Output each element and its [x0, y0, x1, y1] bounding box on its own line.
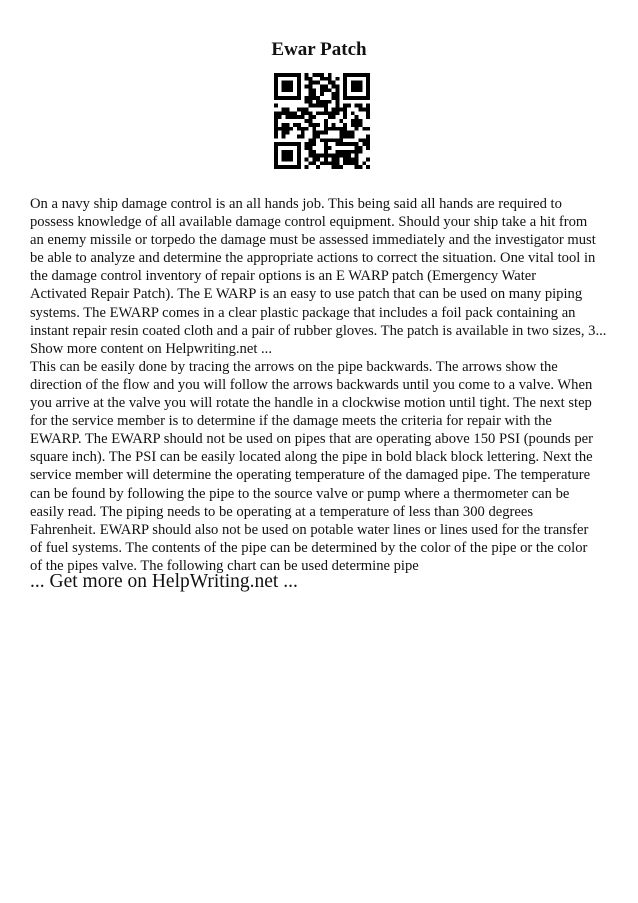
- text-line: service member will determine the operating temperature of the damaged pipe. The temperature: [30, 467, 591, 484]
- text-line: you arrive at the valve you will rotate the handle in a clockwise motion until tight. The next step: [30, 395, 592, 412]
- text-line: of fuel systems. The contents of the pipe can be determined by the color of the pipe or the color: [30, 539, 588, 556]
- text-line: an enemy missile or torpedo the damage must be assessed immediately and the investigator must: [30, 232, 596, 249]
- text-line: direction of the flow and you will follow the arrows backwards until you come to a valve. When: [30, 376, 593, 393]
- text-line: This can be easily done by tracing the arrows on the pipe backwards. The arrows show the: [30, 358, 558, 375]
- text-line: instant repair resin coated cloth and a pair of rubber gloves. The patch is available in two sizes, 3...: [30, 322, 607, 339]
- text-line: can be found by following the pipe to the source valve or pump where a thermometer can be: [30, 485, 570, 502]
- text-line: On a navy ship damage control is an all hands job. This being said all hands are required to: [30, 196, 562, 212]
- text-line: for the service member is to determine if the damage meets the criteria for repair with the: [30, 413, 552, 430]
- text-line: square inch). The PSI can be easily located along the pipe in bold black block lettering. Next the: [30, 449, 593, 466]
- text-line: systems. The EWARP comes in a clear plastic package that includes a foil pack containing an: [30, 304, 576, 321]
- text-line: easily read. The piping needs to be operating at a temperature of less than 300 degrees: [30, 503, 534, 520]
- text-line: be able to analyze and determine the appropriate actions to correct the situation. One vital tool in: [30, 250, 596, 267]
- show-more-link[interactable]: Show more content on Helpwriting.net ...: [30, 340, 272, 357]
- get-more-link[interactable]: ... Get more on HelpWriting.net ...: [30, 571, 298, 592]
- text-line: possess knowledge of all available damage control equipment. Should your ship take a hit from: [30, 214, 588, 231]
- qr-code: [274, 73, 370, 169]
- text-line: EWARP. The EWARP should not be used on pipes that are operating above 150 PSI (pounds per: [30, 431, 593, 448]
- page-title: Ewar Patch: [271, 39, 367, 60]
- text-line: Activated Repair Patch). The E WARP is an easy to use patch that can be used on many piping: [30, 286, 583, 303]
- text-line: of the pipes valve. The following chart can be used determine pipe: [30, 557, 419, 574]
- text-line: the damage control inventory of repair options is an E WARP patch (Emergency Water: [30, 268, 537, 285]
- body-text: [30, 195, 620, 575]
- text-line: Fahrenheit. EWARP should also not be used on potable water lines or lines used for the transfer: [30, 521, 589, 538]
